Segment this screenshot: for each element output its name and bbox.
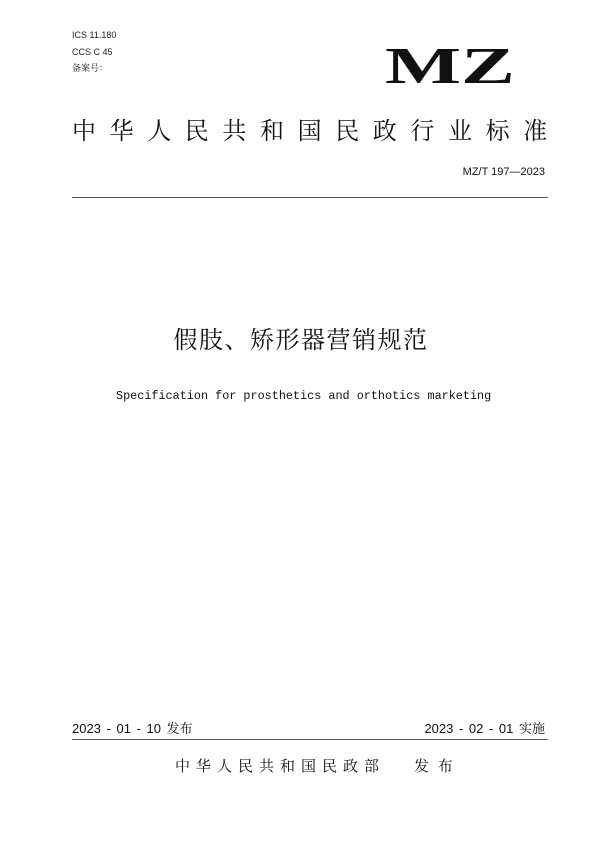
standard-category-title: 中华人民共和国民政行业标准	[72, 117, 561, 145]
ccs-code: CCS C 45	[72, 46, 113, 57]
document-title-zh: 假肢、矫形器营销规范	[173, 326, 429, 354]
ics-code: ICS 11.180	[72, 30, 117, 40]
document-title-en: Specification for prosthetics and orthotics marketing	[116, 389, 492, 403]
issue-label: 发 布	[414, 757, 455, 775]
header-divider	[72, 197, 548, 198]
standard-code: MZ/T 197—2023	[462, 166, 545, 178]
filing-number-label: 备案号：	[72, 63, 109, 73]
issuing-authority: 中华人民共和国民政部	[175, 757, 386, 775]
implementation-date: 2023 - 02 - 01 实施	[424, 721, 545, 736]
classification-block	[72, 27, 116, 77]
footer-divider	[72, 739, 548, 740]
publish-date: 2023 - 01 - 10 发布	[72, 721, 193, 736]
mz-logo: MZ	[385, 38, 515, 95]
